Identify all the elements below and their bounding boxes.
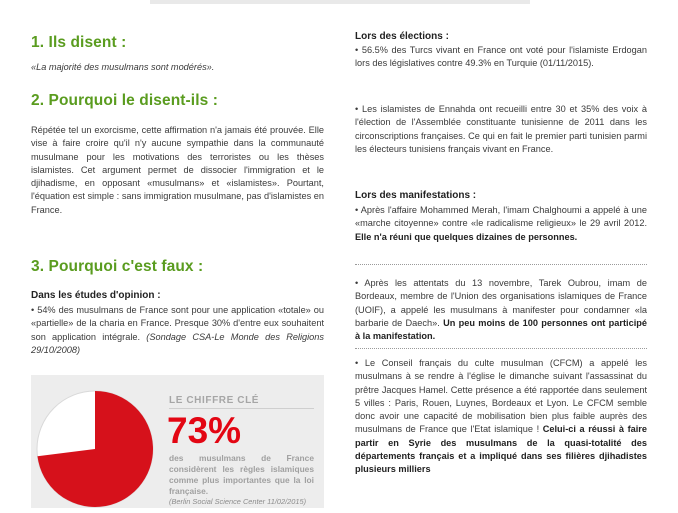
section-2-heading: 2. Pourquoi le disent-ils : <box>31 92 218 109</box>
demonstrations-item-3 <box>355 357 647 477</box>
demonstrations-item-3-bold: Celui-ci a réussi à faire partir en Syrie des musulmans de la quasi-totalité des départements français et a impliqué dans ses filières djihadistes plusieurs milliers <box>355 424 647 475</box>
demonstrations-item-1 <box>355 204 647 244</box>
key-figure-text: des musulmans de France considèrent les règles islamiques comme plus importantes que la loi française. <box>169 453 314 496</box>
separator-1 <box>355 264 647 265</box>
separator-2 <box>355 348 647 349</box>
opinion-studies-text <box>31 304 324 357</box>
demonstrations-item-2-text: • Après les attentats du 13 novembre, Tarek Oubrou, imam de Bordeaux, membre de l'Union des organisations islamiques de France (UOIF), a appelé les musulmans à manifester pour condamner «la barbarie de Daech». <box>355 278 647 328</box>
section-3-heading: 3. Pourquoi c'est faux : <box>31 258 204 275</box>
key-figure-value: 73% <box>167 410 242 451</box>
opinion-studies-source: (Sondage CSA-Le Monde des Religions 29/10/2008) <box>31 331 324 355</box>
top-rule <box>150 0 530 4</box>
key-figure-title: LE CHIFFRE CLÉ <box>169 395 260 406</box>
demonstrations-item-1-text: • Après l'affaire Mohammed Merah, l'imam Chalghoumi a appelé à une «marche citoyenne» contre «le radicalisme religieux» le 29 avril 2012. <box>355 205 647 229</box>
demonstrations-item-1-bold: Elle n'a réuni que quelques dizaines de personnes. <box>355 231 578 242</box>
demonstrations-item-2-bold: Un peu moins de 100 personnes ont participé à la manifestation. <box>355 317 647 342</box>
opinion-studies-body: • 54% des musulmans de France sont pour une application «totale» ou «partielle» de la charia en France. Presque 30% d'entre eux souhaitent son application intégrale. <box>31 305 324 342</box>
section-2-text: Répétée tel un exorcisme, cette affirmation n'a jamais été prouvée. Elle vise à faire croire qu'il n'y aucune sympathie dans la communauté musulmane pour les motivations des terroristes ou les thèses islamistes. Cet argument permet de dissocier l'immigration et le djihadisme, en opposant «musulmans» et «islamistes». Pourtant, l'équation est simple : sans immigration musulmane, pas d'islamistes en France. <box>31 125 324 215</box>
opinion-studies-subheading: Dans les études d'opinion : <box>31 290 161 301</box>
demonstrations-item-3-text: • Le Conseil français du culte musulman (CFCM) a appelé les musulmans à se rendre à l'église le dimanche suivant l'assassinat du prêtre Jacques Hamel. Cette présence a été rapportée dans seulement 5 villes : Paris, Rouen, Luynes, Bordeaux et Lyon. Le CFCM semble donc avoir une capacité de mobilisation bien plus faible auprès des musulmans de France que l'Etat islamique ! <box>355 358 647 435</box>
key-figure-divider <box>169 408 314 409</box>
claim-quote: «La majorité des musulmans sont modérés». <box>31 62 215 72</box>
key-figure-pie-chart <box>31 385 159 513</box>
elections-subheading: Lors des élections : <box>355 31 449 42</box>
elections-item-2: • Les islamistes de Ennahda ont recueilli entre 30 et 35% des voix à l'élection de l'Assemblée constituante tunisienne de 2011 dans les circonscriptions françaises. Ce qui en fait le premier parti tunisien parmi les électeurs tunisiens français vivant en France. <box>355 104 647 154</box>
demonstrations-subheading: Lors des manifestations : <box>355 190 477 201</box>
section-1-heading: 1. Ils disent : <box>31 34 127 51</box>
key-figure-source: (Berlin Social Science Center 11/02/2015) <box>169 497 307 506</box>
elections-item-1: • 56.5% des Turcs vivant en France ont voté pour l'islamiste Erdogan lors des législatives contre 49.3% en Turquie (01/11/2015). <box>355 45 647 69</box>
demonstrations-item-2 <box>355 277 647 343</box>
key-figure-callout <box>31 375 324 508</box>
